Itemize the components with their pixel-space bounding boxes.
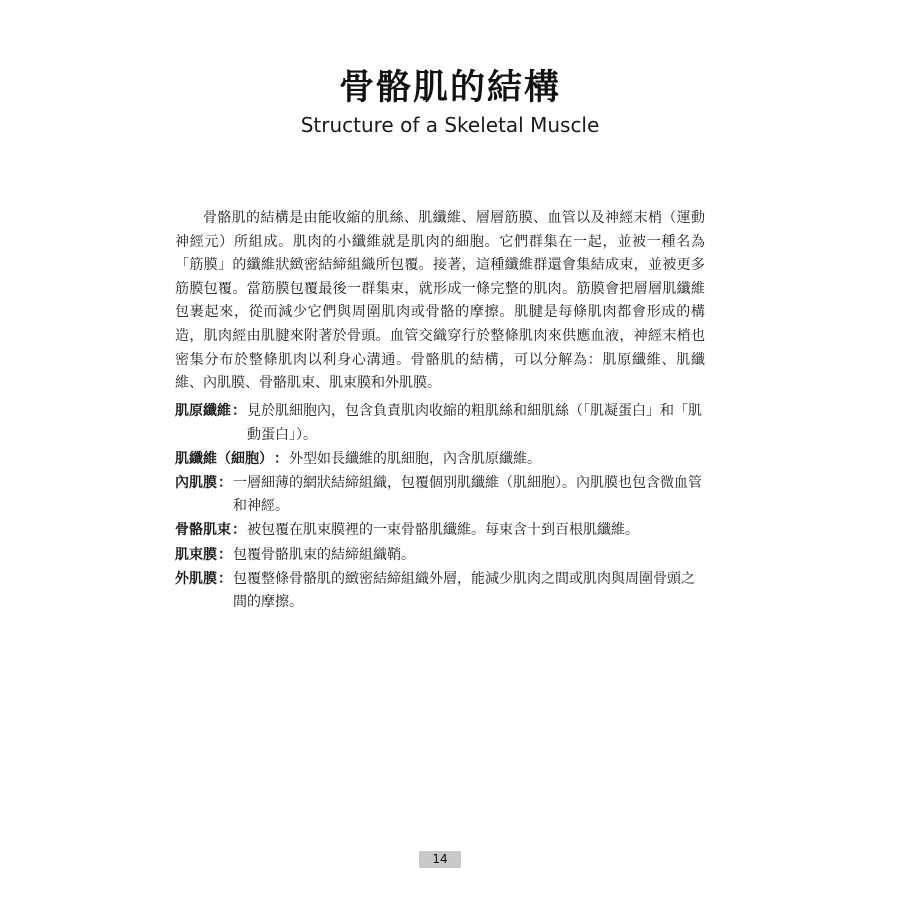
page-title-chinese: 骨骼肌的結構 [338,68,561,108]
definition-item-epimysium [175,568,705,615]
definition-colon: ： [274,450,288,467]
definition-description: 被包覆在肌束膜裡的一束骨骼肌纖維。每束含十到百根肌纖維。 [247,522,639,539]
definition-term: 內肌膜 [175,474,217,491]
definition-description: 外型如長纖維的肌細胞，內含肌原纖維。 [289,450,541,467]
definition-colon: ： [232,522,246,539]
definition-description: 包覆骨骼肌束的結締組織鞘。 [233,546,415,563]
definition-term: 骨骼肌束 [175,522,231,539]
page-number: 14 [419,851,461,868]
definition-description: 見於肌細胞內，包含負責肌肉收縮的粗肌絲和細肌絲（「肌凝蛋白」和「肌動蛋白」）。 [247,403,702,443]
definition-item-muscle-fiber [175,448,705,472]
definition-list [175,400,705,615]
page-title-english: Structure of a Skeletal Muscle [300,113,600,137]
definition-description: 一層細薄的網狀結締組織，包覆個別肌纖維（肌細胞）。內肌膜也包含微血管和神經。 [233,474,702,515]
definition-item-myofibril [175,400,705,447]
definition-description: 包覆整條骨骼肌的緻密結締組織外層，能減少肌肉之間或肌肉與周圍骨頭之間的摩擦。 [233,570,695,611]
definition-item-perimysium [175,544,705,568]
definition-item-endomysium [175,472,705,519]
definition-term: 肌纖維（細胞） [175,450,273,467]
definition-colon: ： [218,474,232,491]
definition-colon: ： [218,570,232,587]
definition-term: 肌束膜 [175,546,217,563]
definition-colon: ： [232,403,246,419]
definition-colon: ： [218,546,232,563]
definition-item-fascicle [175,519,705,543]
intro-paragraph: 骨骼肌的結構是由能收縮的肌絲、肌纖維、層層筋膜、血管以及神經末梢（運動神經元）所組成。肌肉的小纖維就是肌肉的細胞。它們群集在一起，並被一種名為「筋膜」的纖維狀緻密結締組織所包覆。接著，這種纖維群還會集結成束，並被更多筋膜包覆。當筋膜包覆最後一群集束，就形成一條完整的肌肉。筋膜會把層層肌纖維包裹起來，從而減少它們與周圍肌肉或骨骼的摩擦。肌腱是每條肌肉都會形成的構造，肌肉經由肌腱來附著於骨頭。血管交織穿行於整條肌肉來供應血液，神經末梢也密集分布於整條肌肉以利身心溝通。骨骼肌的結構，可以分解為：肌原纖維、肌纖維、內肌膜、骨骼肌束、肌束膜和外肌膜。 [175,210,705,392]
definition-term: 外肌膜 [175,570,217,587]
definition-term: 肌原纖維 [175,403,231,419]
